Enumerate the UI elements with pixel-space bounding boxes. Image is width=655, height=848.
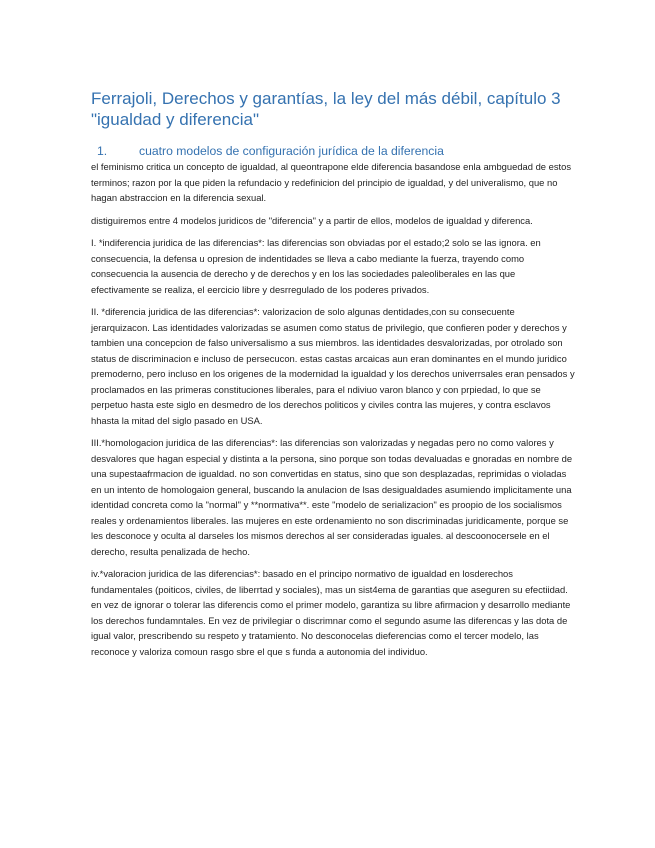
document-title	[91, 88, 575, 130]
paragraph-model-2: II. *diferencia juridica de las diferencias*: valorizacion de solo algunas dentidades,con su consecuente jerarquizacon. Las identidades valorizadas se asumen como status de privilegio, que confieren poder y derechos y tambien una concepcion de falso universalismo a sus miembros. las identidades desvalorizadas, por otrolado son status de discriminacion e incluso de persecucon. estas castas arcaicas aun eran dominantes en el mundo juridico premoderno, pero incluso en los origenes de la modernidad la igualdad y los derechos univerrsales eran pensados y proclamados en las primeras constituciones liberales, para el ndiviuo varon blanco y con prpiedad, lo que se perpetuo hasta este siglo en desmedro de los derechos politicos y civiles contra las mujeres, y contra esclavos hhasta la mitad del siglo pasado en USA.	[91, 306, 575, 426]
paragraph-models-overview: distiguiremos entre 4 modelos juridicos de "diferencia" y a partir de ellos, modelos de igualdad y diferenca.	[91, 214, 533, 226]
paragraph-intro: el feminismo critica un concepto de igualdad, al queontrapone elde diferencia basandose enla ambguedad de estos terminos; razon por la que piden la refundacio y redefinicion del principio de igualdad, y del univeralismo, que no hagan abstraccion en la diferencia sexual.	[91, 161, 572, 203]
paragraph-model-1: I. *indiferencia juridica de las diferencias*: las diferencias son obviadas por el estado;2 solo se las ignora. en consecuencia, la defensa u opresion de indentidades se lleva a cabo mediante la fuerza, trayendo como consecuencia la ausencia de derecho y de derechos y en los las sociedades paleoliberales en las que efectivamente se realiza, el eercicio libre y desrregulado de los poderes privados.	[91, 237, 541, 295]
section-heading-text: cuatro modelos de configuración jurídica de la diferencia	[139, 144, 444, 158]
title-line-2: "igualdad y diferencia"	[91, 110, 260, 129]
paragraph-model-4: iv.*valoracion juridica de las diferencias*: basado en el principo normativo de igualdad en losderechos fundamentales (poiticos, civiles, de liberrtad y sociales), mas un sist4ema de garantias que aseguren su efectiidad. en vez de ignorar o tolerar las diferencis como el primer modelo, garantiza su libre afirmacion y desarrollo mediante los derechos fundamntales. En vez de privilegiar o discrimnar como el segundo asume las diferencas y las dota de igual valor, prescribendo su respeto y tratamiento. No desconocelas dieferencias como el tercer modelo, las reconoce y valoriza comoun rasgo sbre el que s funda a autonomia del individuo.	[91, 568, 571, 657]
section-heading	[91, 143, 575, 159]
section-number: 1.	[97, 144, 108, 158]
paragraph-model-3: III.*homologacion juridica de las diferencias*: las diferencias son valorizadas y negadas pero no como valores y desvalores que hagan especial y distinta a la persona, sino porque son todas devaluadas e gnoradas en nombre de una supestaafrmacion de igualdad. no son convertidas en status, sino que son desplazadas, reprimidas o violadas en un intento de homologaion general, buscando la anulacion de lsas desigualdades asumiendo implicitamente una identidad concreta como la "normal" y **normativa**. este "modelo de serializacion" es proopio de los socialismos reales y ordenamientos liberales. las mujeres en este ordenamiento no son discriminadas juridicamente, porque se les desconoce y oculta al darseles los mismos derechos al ser consideradas iguales. al descoonocersele en el derecho, resulta penalizada de hecho.	[91, 437, 573, 557]
title-line-1: Ferrajoli, Derechos y garantías, la ley del más débil, capítulo 3	[91, 89, 561, 108]
